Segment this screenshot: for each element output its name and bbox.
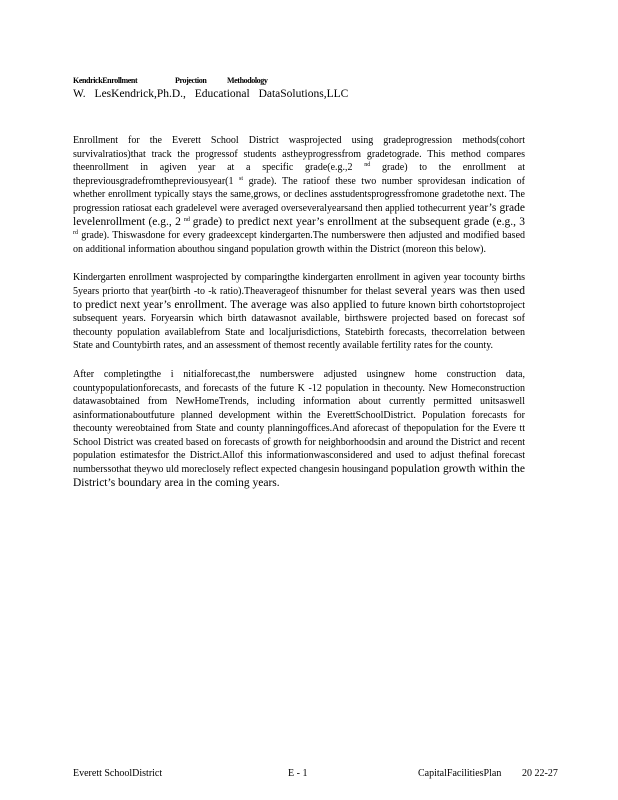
paragraph-text: After completingthe i nitialforecast,the numberswere adjusted usingnew home construction data, countypopulationforecasts, and forecasts of the future K -12 population in thecounty. New Homeconstruction datawasobtained from NewHomeTrends, including information about currently permitted unitsaswell asinformationaboutfuture planned development within the EverettSchoolDistrict. Population forecasts for thecounty wereobtained from State and county planningoffices.And aforecast of thepopulation for the Evere tt School District was created based on forecasts of growth for neighborhoodsin and around the District and recent population estimatesfor the District.Allof this informationwasconsidered and used to adjust thefinal forecast numberssothat theywo uld moreclosely reflect expected changesin housingand — [73, 368, 525, 476]
paragraph-adjustments — [73, 368, 525, 490]
author-line: W. LesKendrick,Ph.D., Educational DataSolutions,LLC — [73, 88, 349, 100]
paragraph-text: grade). Thiswasdone for every gradeexcept kindergarten.The numberswere then adjusted and modified based on additional information abouthou singand population growth within the District (moreon this below). — [73, 230, 526, 255]
paragraph-text: year’s grade levelenrollment (e.g., 2 — [73, 201, 525, 228]
header-title-part3: Methodology — [227, 76, 268, 85]
paragraph-kindergarten — [73, 271, 525, 353]
footer-page-number: E - 1 — [288, 768, 308, 779]
superscript: nd — [183, 216, 190, 223]
footer-plan-title: CapitalFacilitiesPlan — [418, 768, 502, 779]
paragraph-text: Enrollment for the Everett School District wasprojected using gradeprogression methods(cohort survivalratios)that track the progressof students astheyprogressfrom gradetograde. This method compares theenrollment in agiven year at a specific grade(e.g.,2 — [73, 135, 525, 174]
superscript: rd — [73, 230, 78, 237]
paragraph-text: several years was then used to predict next year’s enrollment. The average was also applied to — [73, 284, 526, 311]
document-header-title — [73, 76, 268, 85]
superscript: st — [239, 175, 244, 182]
paragraph-text: Kindergarten enrollment wasprojected by comparingthe kindergarten enrollment in agiven year tocounty births 5years priorto that year(birth -to -k ratio).Theaverageof thisnumber for thelast — [73, 272, 525, 297]
paragraph-text: grade). The ratioof these two number sprovidesan indication of whether enrollment typically stays the same,grows, or declines asstudentsprogressfromone gradetothe next. The progression ratiosat each gradelevel were averaged overseveralyearsand then applied tothecurrent — [73, 175, 526, 214]
paragraph-grade-progression — [73, 134, 525, 256]
paragraph-text: future known birth cohortstoproject subsequent years. Foryearsin which birth datawasnot available, birthswere projected based on forecast sof thecounty population availablefrom State and localjurisdictions, Statebirth forecasts, thecorrelation between State and Countybirth rates, and an assessment of themost recently available fertility rates for the county. — [73, 299, 526, 352]
footer-district: Everett SchoolDistrict — [73, 768, 163, 779]
header-title-part2: Projection — [175, 76, 207, 85]
document-body — [73, 134, 525, 505]
paragraph-text: grade) to predict next year’s enrollment at the subsequent grade (e.g., 3 — [192, 215, 526, 228]
superscript: nd — [364, 162, 371, 169]
footer-years: 20 22-27 — [522, 768, 558, 779]
header-title-part1: KendrickEnrollment — [73, 76, 138, 85]
paragraph-text: grade) to the enrollment at thepreviousgradefromthepreviousyear(1 — [73, 162, 525, 187]
paragraph-text: population growth within the District’s boundary area in the coming years. — [73, 463, 525, 489]
